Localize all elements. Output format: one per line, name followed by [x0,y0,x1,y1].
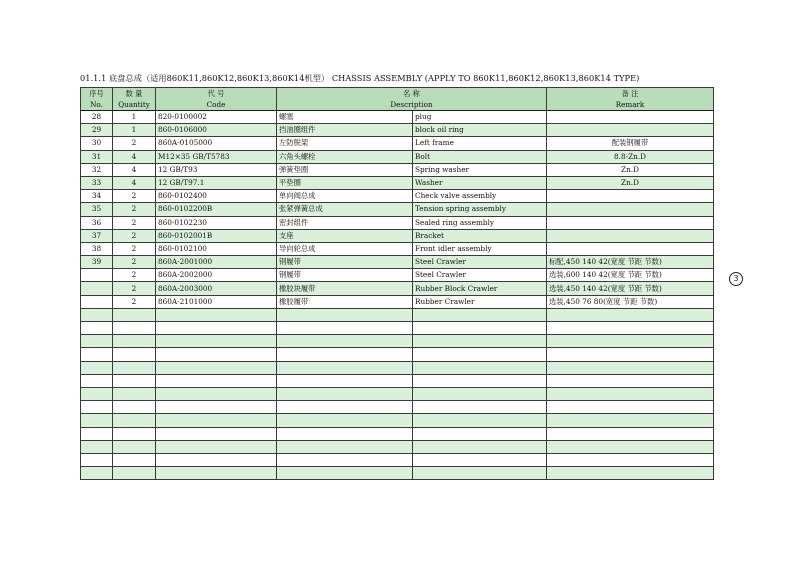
cell-en: Left frame [413,137,547,150]
cell-remark [547,374,714,387]
empty-row [81,308,714,321]
cell-no [81,361,113,374]
cell-no: 33 [81,176,113,189]
cell-qty: 4 [113,150,156,163]
cell-no: 37 [81,229,113,242]
cell-qty: 2 [113,137,156,150]
cell-code: 860A-2003000 [156,282,277,295]
table-row [81,111,714,124]
cell-remark [547,348,714,361]
table-row [81,229,714,242]
page-marker: 3 [729,272,743,286]
cell-en: Washer [413,176,547,189]
cell-cn: 钢履带 [277,269,413,282]
cell-en [413,440,547,453]
cell-qty: 2 [113,216,156,229]
cell-qty [113,348,156,361]
cell-remark [547,401,714,414]
cell-code [156,361,277,374]
cell-cn: 弹簧垫圈 [277,163,413,176]
table-row [81,203,714,216]
cell-no [81,322,113,335]
cell-en [413,453,547,466]
cell-qty: 2 [113,203,156,216]
cell-no: 28 [81,111,113,124]
cell-no: 35 [81,203,113,216]
cell-code: 860-0102001B [156,229,277,242]
cell-en: Bracket [413,229,547,242]
cell-cn [277,361,413,374]
cell-en: Rubber Crawler [413,295,547,308]
cell-remark [547,427,714,440]
cell-no [81,387,113,400]
cell-en: plug [413,111,547,124]
cell-cn: 支座 [277,229,413,242]
table-row [81,256,714,269]
cell-no [81,348,113,361]
cell-en [413,308,547,321]
cell-cn [277,322,413,335]
cell-code [156,453,277,466]
cell-code: 820-0100002 [156,111,277,124]
table-row [81,163,714,176]
empty-row [81,401,714,414]
cell-cn: 密封组件 [277,216,413,229]
cell-cn [277,308,413,321]
cell-remark [547,111,714,124]
cell-cn [277,453,413,466]
cell-qty: 2 [113,242,156,255]
cell-code [156,414,277,427]
cell-en [413,401,547,414]
cell-cn [277,467,413,480]
cell-qty [113,401,156,414]
cell-no: 30 [81,137,113,150]
cell-no: 36 [81,216,113,229]
cell-code: M12×35 GB/T5783 [156,150,277,163]
cell-remark: 标配,450 140 42(宽度 节距 节数) [547,256,714,269]
cell-no [81,427,113,440]
cell-qty [113,467,156,480]
header-remark-cn: 备 注 [547,88,714,100]
cell-en: Bolt [413,150,547,163]
cell-remark [547,203,714,216]
table-row [81,295,714,308]
cell-remark [547,467,714,480]
cell-cn: 螺塞 [277,111,413,124]
cell-no: 29 [81,124,113,137]
cell-no [81,282,113,295]
cell-no: 34 [81,190,113,203]
empty-row [81,387,714,400]
cell-en: Spring washer [413,163,547,176]
cell-code [156,308,277,321]
cell-en: Front idler assembly [413,242,547,255]
header-qty-cn: 数 量 [113,88,156,100]
header-row-cn [81,88,714,100]
cell-qty: 1 [113,124,156,137]
cell-qty [113,361,156,374]
cell-cn [277,374,413,387]
cell-cn [277,414,413,427]
cell-code [156,401,277,414]
cell-qty [113,374,156,387]
cell-en: Check valve assembly [413,190,547,203]
cell-en [413,374,547,387]
cell-qty [113,414,156,427]
cell-remark [547,453,714,466]
cell-qty [113,453,156,466]
parts-table [80,87,714,480]
cell-cn [277,387,413,400]
cell-remark: Zn.D [547,163,714,176]
empty-row [81,427,714,440]
cell-qty: 2 [113,269,156,282]
cell-no: 32 [81,163,113,176]
cell-code: 860A-2002000 [156,269,277,282]
parts-table-body [81,111,714,480]
cell-code: 860-0102100 [156,242,277,255]
cell-remark: Zn.D [547,176,714,189]
cell-remark [547,361,714,374]
cell-cn: 平垫圈 [277,176,413,189]
page-title: 01.1.1 底盘总成（适用860K11,860K12,860K13,860K14机型） CHASSIS ASSEMBLY (APPLY TO 860K11,860K12,860K13,860K14 TYPE) [80,73,640,83]
cell-remark [547,440,714,453]
cell-en: Tension spring assembly [413,203,547,216]
header-code-cn: 代 号 [156,88,277,100]
empty-row [81,361,714,374]
cell-cn [277,401,413,414]
cell-en [413,361,547,374]
table-row [81,150,714,163]
cell-qty: 4 [113,176,156,189]
cell-code: 860A-0105000 [156,137,277,150]
header-no-cn: 序号 [81,88,113,100]
cell-en: Rubber Block Crawler [413,282,547,295]
cell-no [81,308,113,321]
table-row [81,216,714,229]
cell-qty: 2 [113,256,156,269]
cell-remark [547,229,714,242]
cell-en: Sealed ring assembly [413,216,547,229]
cell-code: 12 GB/T93 [156,163,277,176]
cell-en [413,348,547,361]
cell-cn: 橡胶履带 [277,295,413,308]
cell-code [156,335,277,348]
cell-en [413,387,547,400]
cell-remark [547,242,714,255]
cell-no [81,295,113,308]
cell-qty: 1 [113,111,156,124]
cell-en [413,467,547,480]
cell-qty [113,335,156,348]
header-code-en: Code [156,99,277,111]
cell-qty: 2 [113,229,156,242]
table-row [81,242,714,255]
cell-cn: 导向轮总成 [277,242,413,255]
cell-remark: 选装,600 140 42(宽度 节距 节数) [547,269,714,282]
cell-qty: 2 [113,282,156,295]
cell-no [81,440,113,453]
cell-remark [547,335,714,348]
cell-qty: 4 [113,163,156,176]
table-row [81,137,714,150]
cell-en [413,414,547,427]
cell-code: 860-0106000 [156,124,277,137]
empty-row [81,414,714,427]
cell-cn: 张紧弹簧总成 [277,203,413,216]
cell-cn: 钢履带 [277,256,413,269]
cell-en: Steel Crawler [413,269,547,282]
cell-no [81,467,113,480]
cell-no: 39 [81,256,113,269]
cell-code [156,440,277,453]
cell-code [156,427,277,440]
table-row [81,282,714,295]
cell-remark [547,190,714,203]
cell-code: 860A-2101000 [156,295,277,308]
empty-row [81,348,714,361]
header-desc-cn: 名 称 [277,88,547,100]
cell-qty [113,440,156,453]
cell-no: 31 [81,150,113,163]
cell-en [413,427,547,440]
table-row [81,124,714,137]
cell-qty [113,427,156,440]
table-row [81,190,714,203]
empty-row [81,467,714,480]
header-qty-en: Quantity [113,99,156,111]
table-row [81,176,714,189]
cell-code: 860A-2001000 [156,256,277,269]
header-remark-en: Remark [547,99,714,111]
cell-qty [113,308,156,321]
empty-row [81,453,714,466]
cell-cn: 橡胶块履带 [277,282,413,295]
cell-remark [547,216,714,229]
cell-qty [113,387,156,400]
cell-no [81,335,113,348]
cell-remark: 配装钢履带 [547,137,714,150]
cell-cn: 左防脱架 [277,137,413,150]
cell-code: 860-0102200B [156,203,277,216]
header-row-en [81,99,714,111]
cell-remark: 选装,450 76 80(宽度 节距 节数) [547,295,714,308]
cell-no [81,401,113,414]
cell-no [81,374,113,387]
cell-remark [547,308,714,321]
cell-cn [277,335,413,348]
cell-remark [547,124,714,137]
cell-code: 860-0102230 [156,216,277,229]
cell-code: 860-0102400 [156,190,277,203]
empty-row [81,374,714,387]
empty-row [81,322,714,335]
header-no-en: No. [81,99,113,111]
cell-no [81,414,113,427]
header-desc-en: Description [277,99,547,111]
cell-cn [277,427,413,440]
empty-row [81,335,714,348]
cell-en: Steel Crawler [413,256,547,269]
cell-code [156,387,277,400]
cell-cn: 单向阀总成 [277,190,413,203]
cell-remark: 选装,450 140 42(宽度 节距 节数) [547,282,714,295]
cell-en [413,322,547,335]
cell-no [81,269,113,282]
cell-qty: 2 [113,295,156,308]
cell-remark [547,414,714,427]
cell-cn: 六角头螺栓 [277,150,413,163]
cell-code [156,348,277,361]
cell-en [413,335,547,348]
cell-code [156,467,277,480]
cell-no [81,453,113,466]
cell-code [156,322,277,335]
cell-cn [277,348,413,361]
cell-code: 12 GB/T97.1 [156,176,277,189]
cell-cn: 挡油圈组件 [277,124,413,137]
cell-cn [277,440,413,453]
table-row [81,269,714,282]
cell-qty [113,322,156,335]
cell-no: 38 [81,242,113,255]
empty-row [81,440,714,453]
cell-qty: 2 [113,190,156,203]
cell-remark [547,322,714,335]
cell-en: block oil ring [413,124,547,137]
cell-remark [547,387,714,400]
cell-code [156,374,277,387]
cell-remark: 8.8-Zn.D [547,150,714,163]
